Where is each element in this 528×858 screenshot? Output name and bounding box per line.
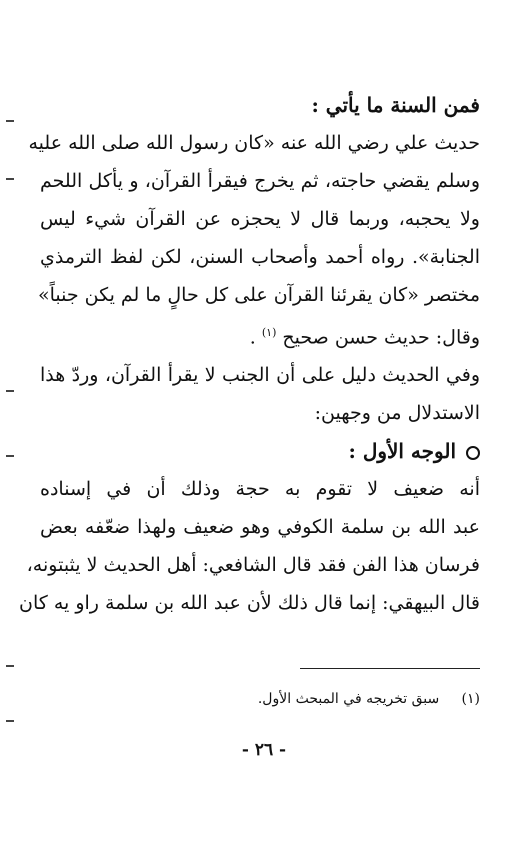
- margin-mark: [6, 455, 14, 457]
- margin-mark: [6, 390, 14, 392]
- paragraph-line: وفي الحديث دليل على أن الجنب لا يقرأ القرآن، وردّ هذا: [40, 364, 480, 387]
- main-text: [19, 86, 480, 622]
- margin-mark: [6, 665, 14, 667]
- margin-mark: [6, 120, 14, 122]
- paragraph-line: الاستدلال من وجهين:: [314, 402, 480, 425]
- paragraph-line: أنه ضعيف لا تقوم به حجة وذلك أن في إسناده: [40, 478, 480, 501]
- paragraph-line: فرسان هذا الفن فقد قال الشافعي: أهل الحديث لا يثبتونه،: [26, 554, 480, 577]
- section-heading: فمن السنة ما يأتي :: [311, 93, 480, 117]
- footnote: [40, 688, 480, 710]
- paragraph-line: الجنابة». رواه أحمد وأصحاب السنن، لكن لفظ الترمذي: [40, 246, 480, 268]
- paragraph-line: عبد الله بن سلمة الكوفي وهو ضعيف ولهذا ضعّفه بعض: [40, 516, 480, 539]
- footnote-text: سبق تخريجه في المبحث الأول.: [257, 691, 440, 707]
- page-number: - ٢٦ -: [241, 740, 287, 760]
- paragraph-line: حديث علي رضي الله عنه «كان رسول الله صلى الله عليه: [28, 132, 480, 154]
- subheading-row: [40, 432, 480, 470]
- subheading: الوجه الأول :: [348, 439, 456, 464]
- margin-mark: [6, 178, 14, 180]
- footnote-reference[interactable]: (١): [261, 326, 277, 339]
- paragraph-line: مختصر «كان يقرئنا القرآن على كل حالٍ ما لم يكن جنباً»: [37, 284, 480, 306]
- paragraph-line: وسلم يقضي حاجته، ثم يخرج فيقرأ القرآن، و يأكل اللحم: [40, 170, 480, 192]
- footnote-number: (١): [461, 691, 480, 707]
- paragraph-line-text: وقال: حديث حسن صحيح: [282, 326, 480, 349]
- margin-mark: [6, 720, 14, 722]
- paragraph-line: قال البيهقي: إنما قال ذلك لأن عبد الله بن سلمة راو يه كان: [19, 592, 480, 615]
- footnote-divider: [300, 668, 480, 669]
- paragraph-line: ولا يحجبه، وربما قال لا يحجزه عن القرآن شيء ليس: [40, 208, 480, 230]
- circle-bullet-icon: [466, 446, 480, 460]
- paragraph-line: وقال: حديث حسن صحيح $^{(١)}$ .: [249, 326, 480, 349]
